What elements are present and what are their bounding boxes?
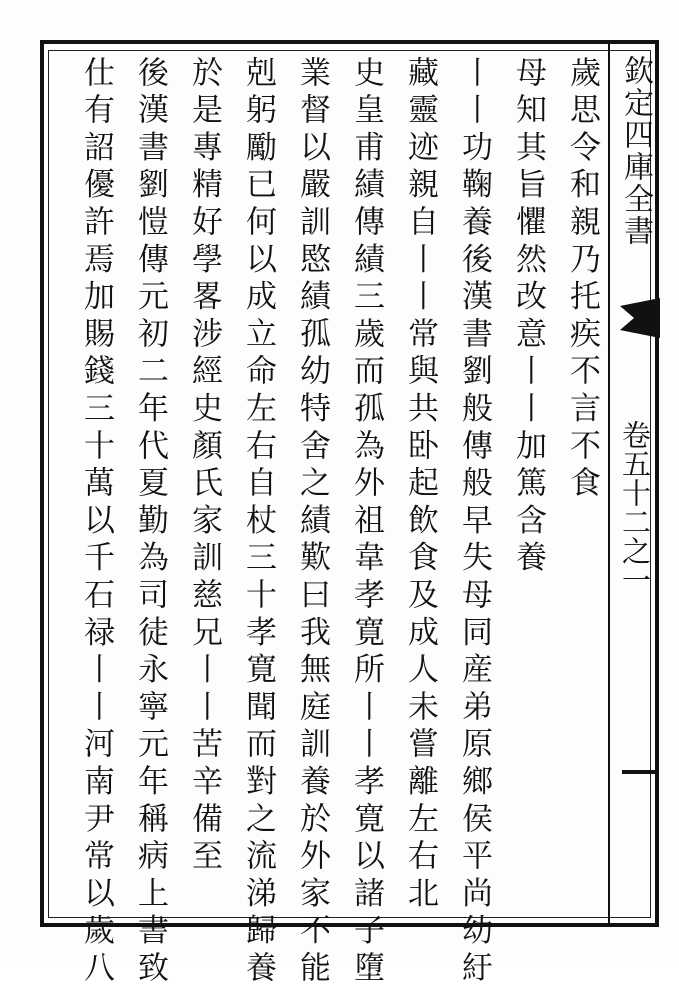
- margin-volume: 卷五十二之一: [618, 420, 652, 594]
- text-column-4: 藏靈迹親自丨丨常與共卧起飲食及成人未嘗離左右北: [402, 56, 438, 914]
- text-column-5: 史皇甫績傳績三歲而孤為外祖韋孝寛所丨丨孝寛以諸子墮: [348, 56, 384, 989]
- margin-rule: [608, 44, 610, 924]
- text-column-9: 後漢書劉愷傳元初二年代夏勤為司徒永寧元年稱病上書致: [132, 56, 168, 989]
- text-column-1: 歲思令和親乃托疾不言不食: [564, 56, 600, 504]
- text-column-3: 丨丨功鞠養後漢書劉般傳般早失母同産弟原鄉侯平尚幼紆: [456, 56, 492, 989]
- margin-book-title: 欽定四庫全書: [618, 55, 653, 247]
- margin-tick: [622, 770, 658, 774]
- text-column-7: 剋躬勵已何以成立命左右自杖三十孝寛聞而對之流涕歸養: [240, 56, 276, 989]
- fish-tail-mark-icon: [620, 298, 660, 338]
- text-column-10: 仕有詔優許焉加賜錢三十萬以千石禄丨丨河南尹常以歲八: [78, 56, 114, 989]
- text-column-2: 母知其旨懼然改意丨丨加篤含養: [510, 56, 546, 579]
- text-column-8: 於是專精好學畧涉經史顏氏家訓慈兄丨丨苦辛備至: [186, 56, 222, 877]
- text-column-6: 業督以嚴訓愍績孤幼特舍之績歎曰我無庭訓養於外家不能: [294, 56, 330, 989]
